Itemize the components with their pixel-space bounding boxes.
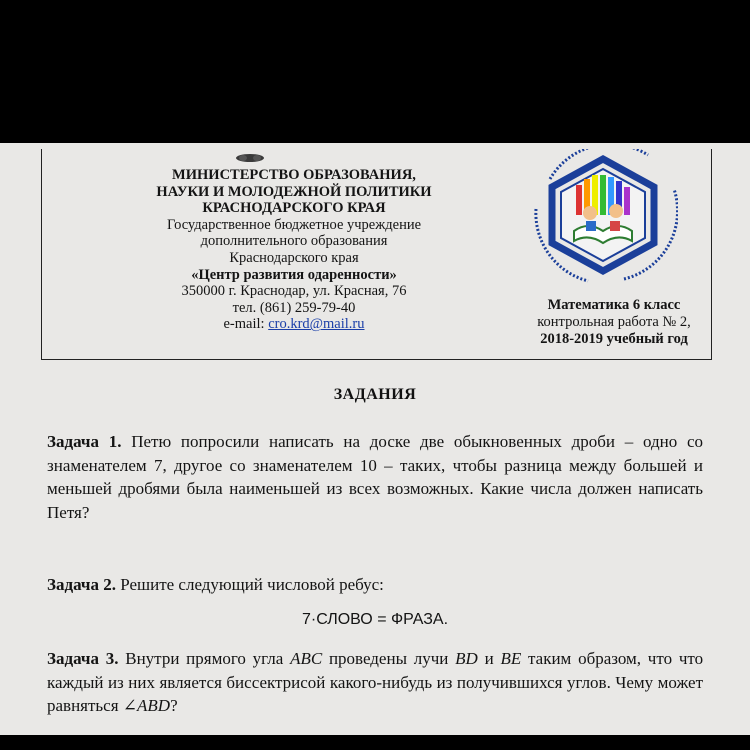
ministry-line-1: МИНИСТЕРСТВО ОБРАЗОВАНИЯ, [172, 167, 416, 183]
rebus-equation: 7·СЛОВО = ФРАЗА. [301, 611, 449, 628]
task-3-text-1: Внутри прямого угла [125, 649, 284, 668]
institution-line-3: Краснодарского края [229, 249, 359, 266]
work-type: контрольная работа № 2, [537, 313, 691, 330]
coat-of-arms-icon [234, 153, 266, 163]
document-page [0, 143, 750, 735]
phone: тел. (861) 259-79-40 [232, 299, 356, 316]
ministry-line-3: КРАСНОДАРСКОГО КРАЯ [202, 200, 386, 217]
email-link[interactable]: cro.krd@mail.ru [268, 316, 365, 333]
ray-bd: BD [455, 649, 478, 668]
center-name: «Центр развития одаренности» [191, 266, 397, 283]
organization-info [104, 167, 484, 333]
task-3 [47, 647, 703, 718]
task-2-text: Решите следующий числовой ребус: [120, 575, 384, 594]
task-2-label: Задача 2. [47, 575, 116, 594]
task-3-text-2: проведены лучи [328, 649, 449, 668]
angle-abc: ABC [290, 649, 323, 668]
ministry-line-2: НАУКИ И МОЛОДЕЖНОЙ ПОЛИТИКИ [156, 183, 432, 200]
task-3-label: Задача 3. [47, 649, 119, 668]
institution-line-1: Государственное бюджетное учреждение [166, 216, 422, 233]
address: 350000 г. Краснодар, ул. Красная, 76 [181, 283, 407, 300]
school-year: 2018-2019 учебный год [540, 330, 688, 347]
institution-line-2: дополнительного образования [200, 233, 388, 250]
angle-abd: ∠ABD [122, 696, 171, 715]
email-line [104, 316, 484, 333]
email-label: e-mail: [223, 316, 265, 333]
task-1-text: Петю попросили написать на доске две обыкновенных дроби – одно со знаменателем 7, другое со знаменателем 10 – таких, чтобы разница между большей и меньшей дробями была наименьшей из всех возможных. Какие числа должен написать Петя? [47, 432, 704, 522]
task-3-text-4: таким образом, что что каждый из них является биссектрисой какого-нибудь из получившихся углов. Чему может равняться [47, 649, 704, 715]
course-info [494, 297, 734, 347]
center-logo-icon [528, 149, 678, 289]
task-3-text-3: и [484, 649, 494, 668]
letterhead-frame [41, 149, 712, 360]
task-3-end: ? [170, 696, 178, 715]
section-title: ЗАДАНИЯ [333, 386, 417, 403]
task-1 [47, 430, 703, 524]
task-1-label: Задача 1. [47, 432, 122, 451]
task-2 [47, 573, 703, 597]
subject: Математика 6 класс [547, 297, 681, 313]
ray-be: BE [500, 649, 522, 668]
